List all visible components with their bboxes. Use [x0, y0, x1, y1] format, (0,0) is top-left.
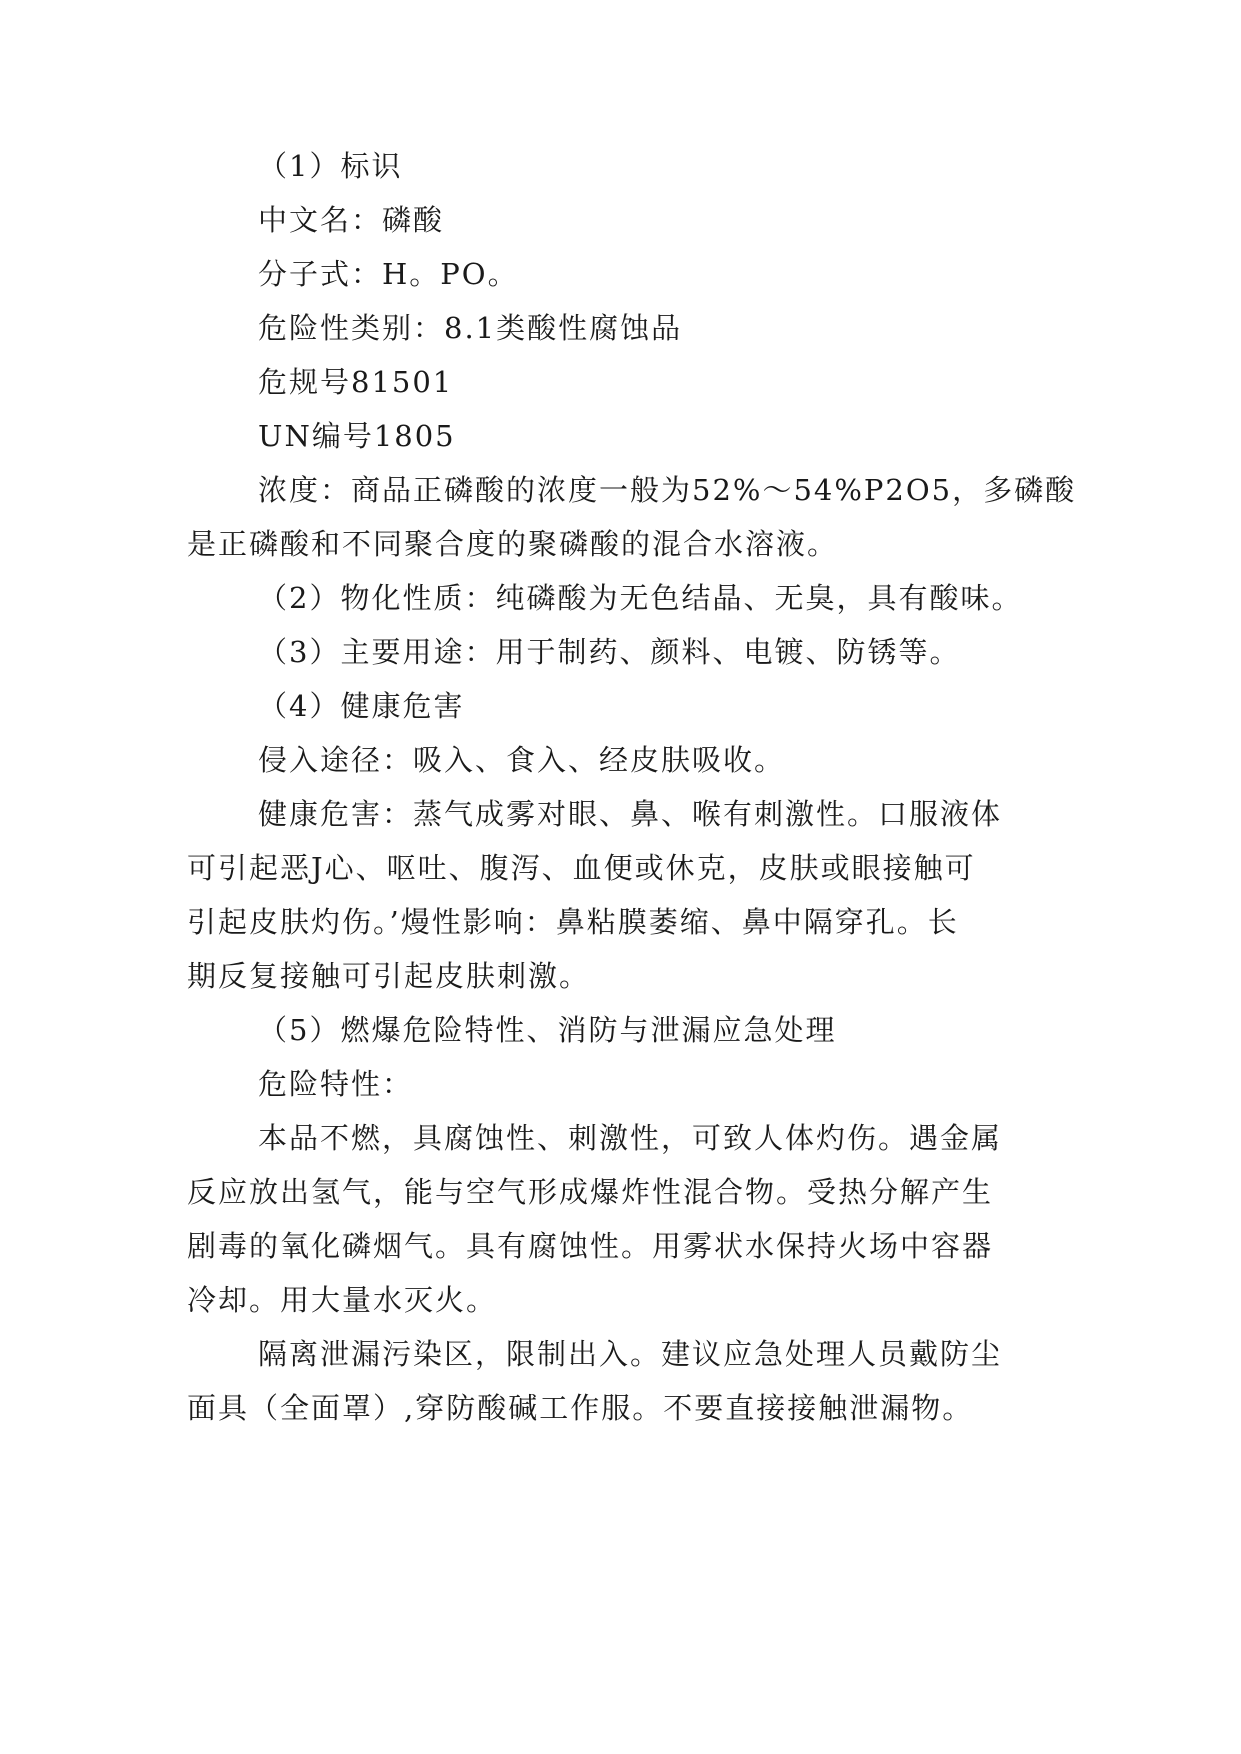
exposure-routes-line: 侵入途径：吸入、食入、经皮肤吸收。: [258, 743, 786, 777]
section-heading-uses: （3）主要用途：用于制药、颜料、电镀、防锈等。: [258, 635, 961, 669]
hazard-properties-label: 危险特性：: [258, 1067, 414, 1101]
health-hazard-paragraph-line: 健康危害：蒸气成雾对眼、鼻、喉有刺激性。口服液体: [258, 797, 1003, 831]
concentration-paragraph-line: 是正磷酸和不同聚合度的聚磷酸的混合水溶液。: [187, 527, 839, 561]
section-heading-fire-explosion: （5）燃爆危险特性、消防与泄漏应急处理: [258, 1013, 837, 1047]
health-hazard-paragraph-line: 可引起恶J心、呕吐、腹泻、血便或休克，皮肤或眼接触可: [187, 851, 976, 885]
fire-hazard-paragraph-line: 冷却。用大量水灭火。: [187, 1283, 498, 1317]
fire-hazard-paragraph-line: 剧毒的氧化磷烟气。具有腐蚀性。用雾状水保持火场中容器: [187, 1229, 994, 1263]
section-heading-identification: （1）标识: [258, 149, 403, 183]
spill-response-paragraph-line: 隔离泄漏污染区，限制出入。建议应急处理人员戴防尘: [258, 1337, 1003, 1371]
spill-response-paragraph-line: 面具（全面罩）,穿防酸碱工作服。不要直接接触泄漏物。: [187, 1391, 974, 1425]
hazard-class-line: 危险性类别：8.1类酸性腐蚀品: [258, 311, 683, 345]
health-hazard-paragraph-line: 期反复接触可引起皮肤刺激。: [187, 959, 591, 993]
fire-hazard-paragraph-line: 本品不燃，具腐蚀性、刺激性，可致人体灼伤。遇金属: [258, 1121, 1003, 1155]
chinese-name-line: 中文名：磷酸: [258, 203, 445, 237]
un-number-line: UN编号1805: [258, 419, 456, 453]
health-hazard-paragraph-line: 引起皮肤灼伤。’熳性影响：鼻粘膜萎缩、鼻中隔穿孔。长: [187, 905, 959, 939]
section-heading-health-hazards: （4）健康危害: [258, 689, 465, 723]
hazard-code-line: 危规号81501: [258, 365, 454, 399]
molecular-formula-line: 分子式：H。PO。: [258, 257, 519, 291]
section-heading-properties: （2）物化性质：纯磷酸为无色结晶、无臭，具有酸味。: [258, 581, 1023, 615]
concentration-paragraph-line: 浓度：商品正磷酸的浓度一般为52%～54%P2O5，多磷酸: [258, 473, 1077, 507]
fire-hazard-paragraph-line: 反应放出氢气，能与空气形成爆炸性混合物。受热分解产生: [187, 1175, 994, 1209]
